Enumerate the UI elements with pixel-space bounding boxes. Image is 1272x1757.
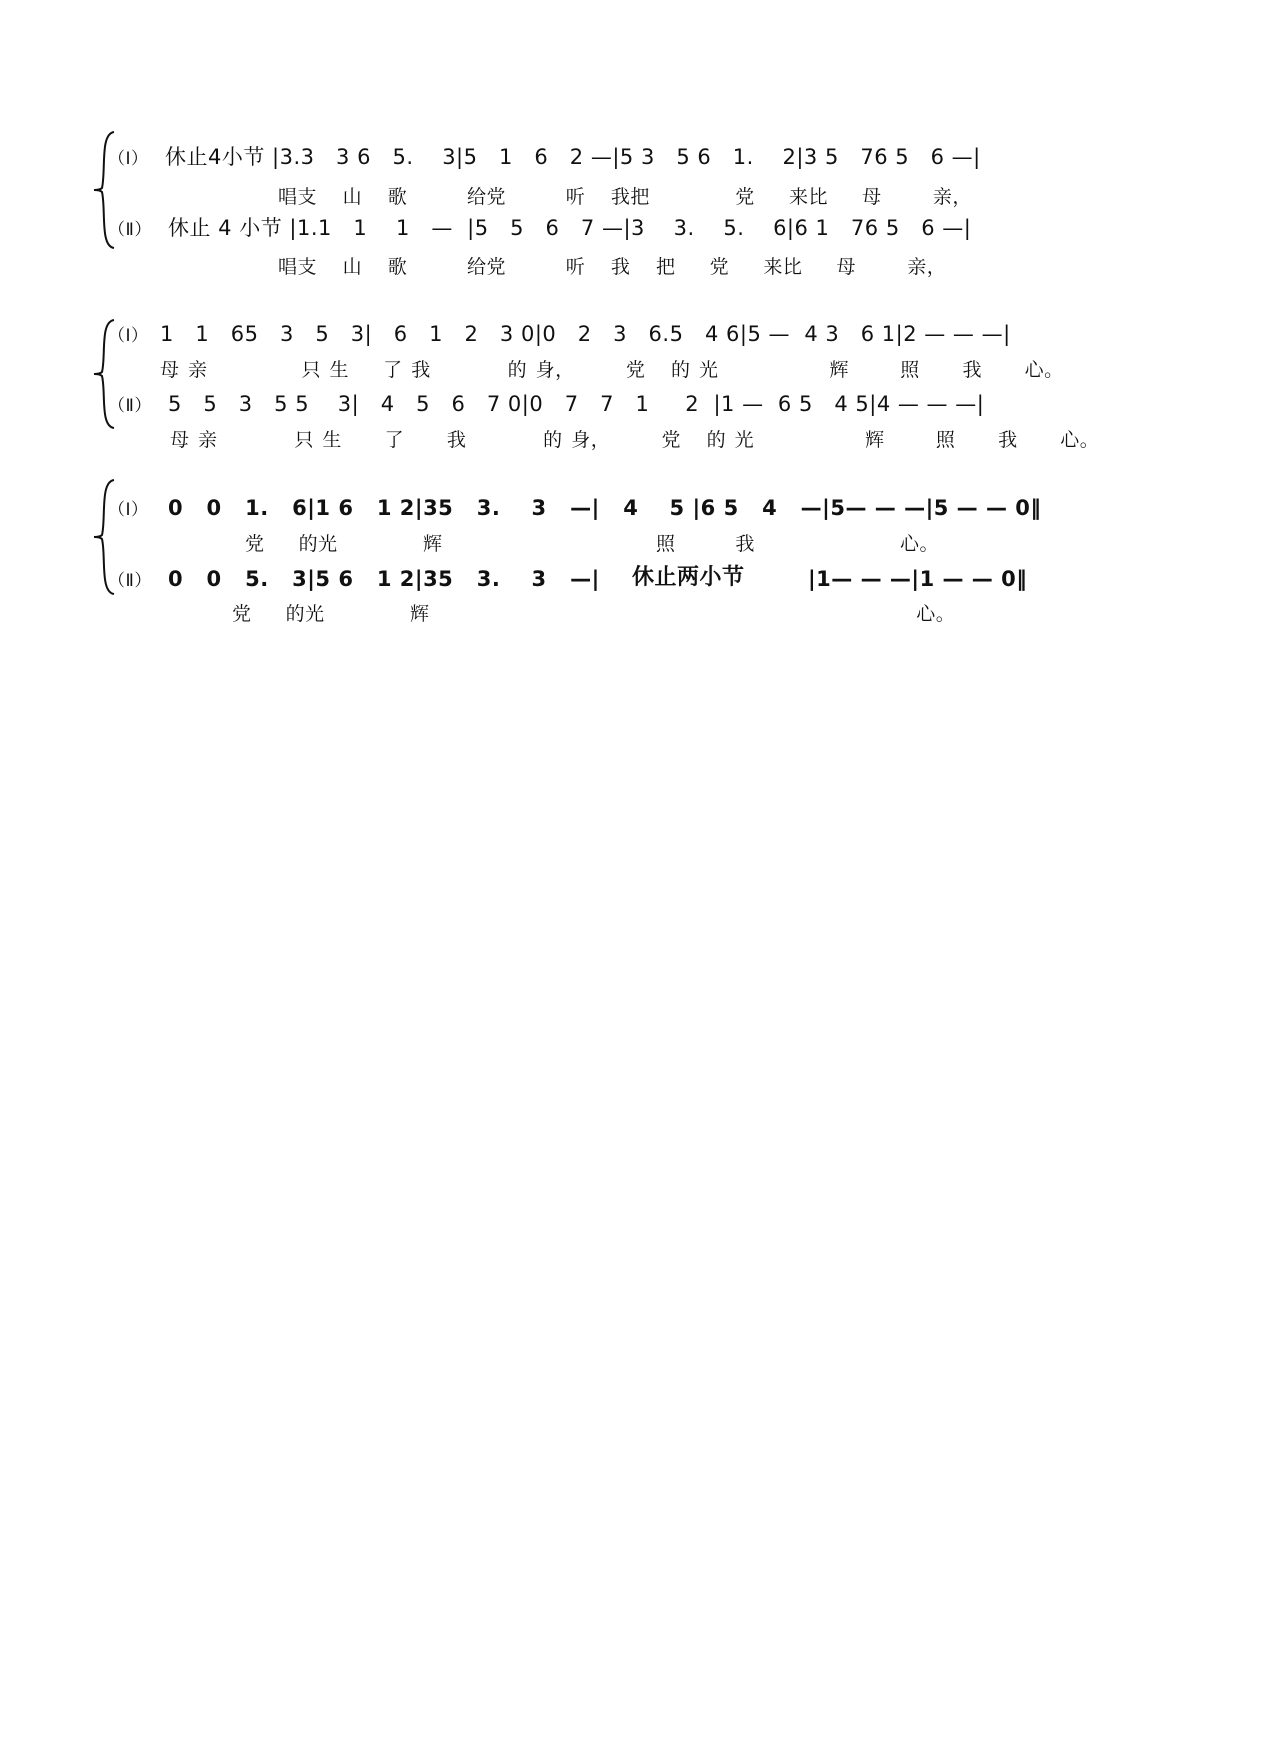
part-1-notes: 休止4小节 |3.3 3 6 5. 3|5 1 6 2 —|5 3 5 6 1. 2|3 5 76 5 6 —| [165, 145, 981, 169]
rest-text: 休止两小节 [632, 564, 745, 590]
part-2-notes: 休止 4 小节 |1.1 1 1 — |5 5 6 7 —|3 3. 5. 6|6 1 76 5 6 —| [168, 216, 972, 240]
part-2-lyrics: 党 的光 辉 心。 [232, 603, 956, 625]
part-2-label: （Ⅱ） [108, 396, 152, 416]
part-1-lyrics: 母 亲 只 生 了 我 的 身， 党 的 光 辉 照 我 心。 [160, 359, 1064, 381]
part-1-lyrics: 唱支 山 歌 给党 听 我把 党 来比 母 亲， [278, 186, 972, 208]
part-2-notes: 5 5 3 5 5 3| 4 5 6 7 0|0 7 7 1 2 |1 — 6 5 4 5|4 — — —| [168, 392, 985, 416]
part-1-label: （Ⅰ） [108, 149, 149, 169]
part-2-lyrics: 母 亲 只 生 了 我 的 身， 党 的 光 辉 照 我 心。 [170, 429, 1100, 451]
part-1-label: （Ⅰ） [108, 500, 149, 520]
part-1-lyrics: 党 的光 辉 照 我 心。 [245, 533, 939, 555]
part-2-notes: 0 0 5. 3|5 6 1 2|35 3. 3 —| [168, 567, 600, 591]
part-1-label: （Ⅰ） [108, 326, 149, 346]
part-2-notes-end: |1— — —|1 — — 0‖ [808, 567, 1028, 591]
part-2-lyrics: 唱支 山 歌 给党 听 我 把 党 来比 母 亲， [278, 256, 947, 278]
part-1-notes: 0 0 1. 6|1 6 1 2|35 3. 3 —| 4 5 |6 5 4 —|5— — —|5 — — 0‖ [168, 496, 1042, 520]
part-2-label: （Ⅱ） [108, 220, 152, 240]
part-2-label: （Ⅱ） [108, 571, 152, 591]
part-1-notes: 1 1 65 3 5 3| 6 1 2 3 0|0 2 3 6.5 4 6|5 — 4 3 6 1|2 — — —| [160, 322, 1011, 346]
